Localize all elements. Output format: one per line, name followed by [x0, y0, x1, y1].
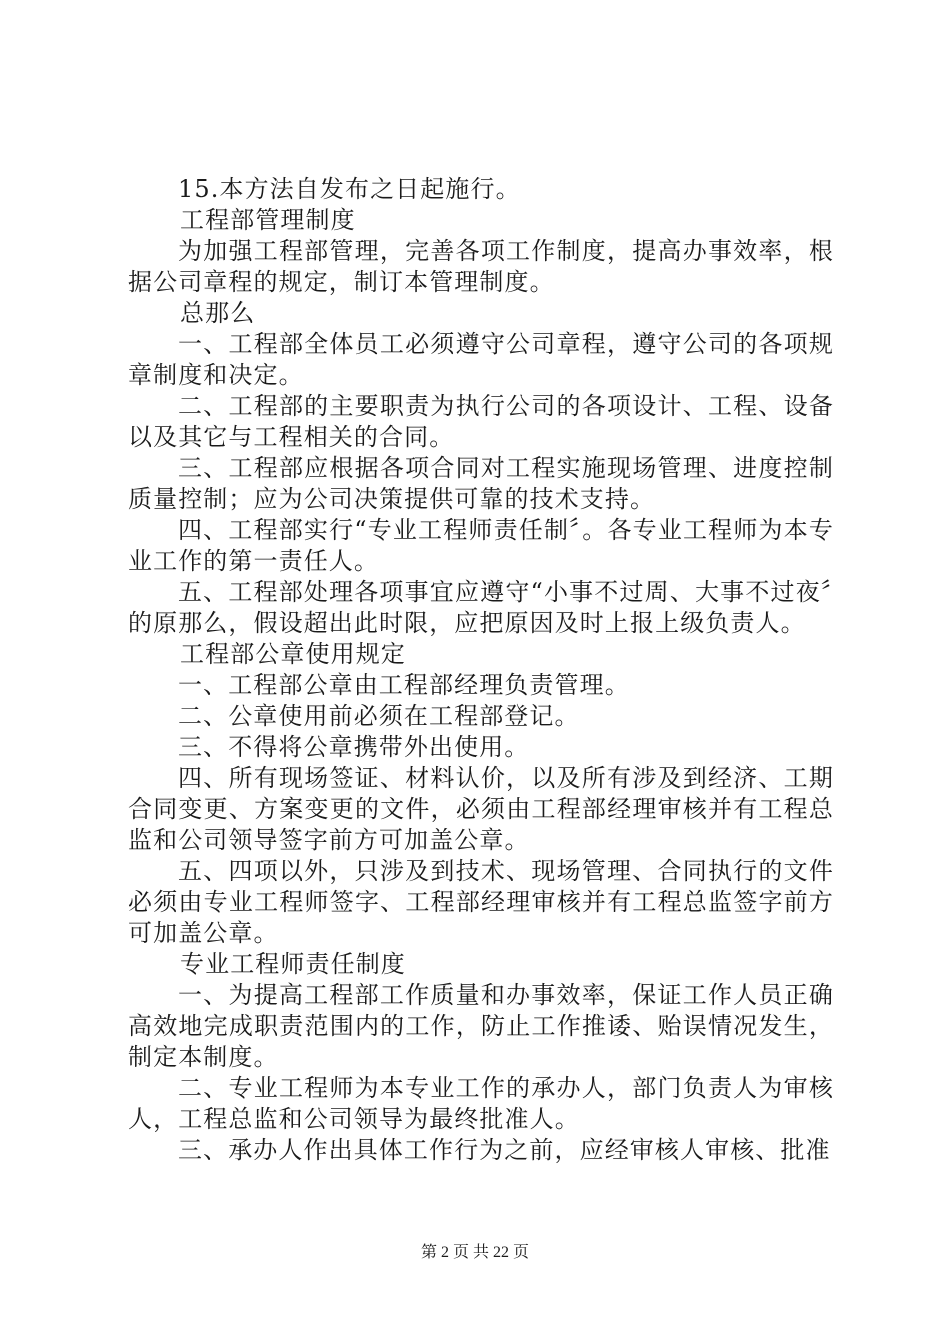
paragraph: 五、工程部处理各项事宜应遵守“小事不过周、大事不过夜〞的原那么，假设超出此时限，应把原因及时上报上级负责人。	[128, 578, 834, 637]
paragraph: 三、工程部应根据各项合同对工程实施现场管理、进度控制质量控制；应为公司决策提供可靠的技术支持。	[128, 454, 834, 513]
paragraph: 四、所有现场签证、材料认价，以及所有涉及到经济、工期合同变更、方案变更的文件，必须由工程部经理审核并有工程总监和公司领导签字前方可加盖公章。	[128, 764, 834, 854]
section-heading: 总那么	[180, 299, 256, 327]
paragraph: 二、专业工程师为本专业工作的承办人，部门负责人为审核人，工程总监和公司领导为最终批准人。	[128, 1074, 834, 1133]
section-heading: 专业工程师责任制度	[180, 950, 406, 978]
page-footer	[0, 1243, 950, 1263]
paragraph: 一、工程部公章由工程部经理负责管理。	[178, 671, 630, 699]
page-number: 第 2 页 共 22 页	[420, 1244, 529, 1261]
paragraph: 一、为提高工程部工作质量和办事效率，保证工作人员正确高效地完成职责范围内的工作，防止工作推诿、贻误情况发生，制定本制度。	[128, 981, 834, 1071]
section-heading: 工程部公章使用规定	[180, 640, 406, 668]
paragraph: 三、承办人作出具体工作行为之前，应经审核人审核、批准	[178, 1136, 831, 1164]
paragraph: 二、工程部的主要职责为执行公司的各项设计、工程、设备以及其它与工程相关的合同。	[128, 392, 834, 451]
paragraph: 一、工程部全体员工必须遵守公司章程，遵守公司的各项规章制度和决定。	[128, 330, 834, 389]
section-heading: 工程部管理制度	[180, 206, 356, 234]
paragraph: 二、公章使用前必须在工程部登记。	[178, 702, 580, 730]
paragraph: 五、四项以外，只涉及到技术、现场管理、合同执行的文件必须由专业工程师签字、工程部经理审核并有工程总监签字前方可加盖公章。	[128, 857, 834, 947]
paragraph: 15.本方法自发布之日起施行。	[178, 175, 521, 203]
paragraph: 三、不得将公章携带外出使用。	[178, 733, 530, 761]
document-body	[128, 174, 834, 1166]
paragraph: 为加强工程部管理，完善各项工作制度，提高办事效率，根据公司章程的规定，制订本管理制度。	[128, 237, 834, 296]
paragraph: 四、工程部实行“专业工程师责任制〞。各专业工程师为本专业工作的第一责任人。	[128, 516, 834, 575]
